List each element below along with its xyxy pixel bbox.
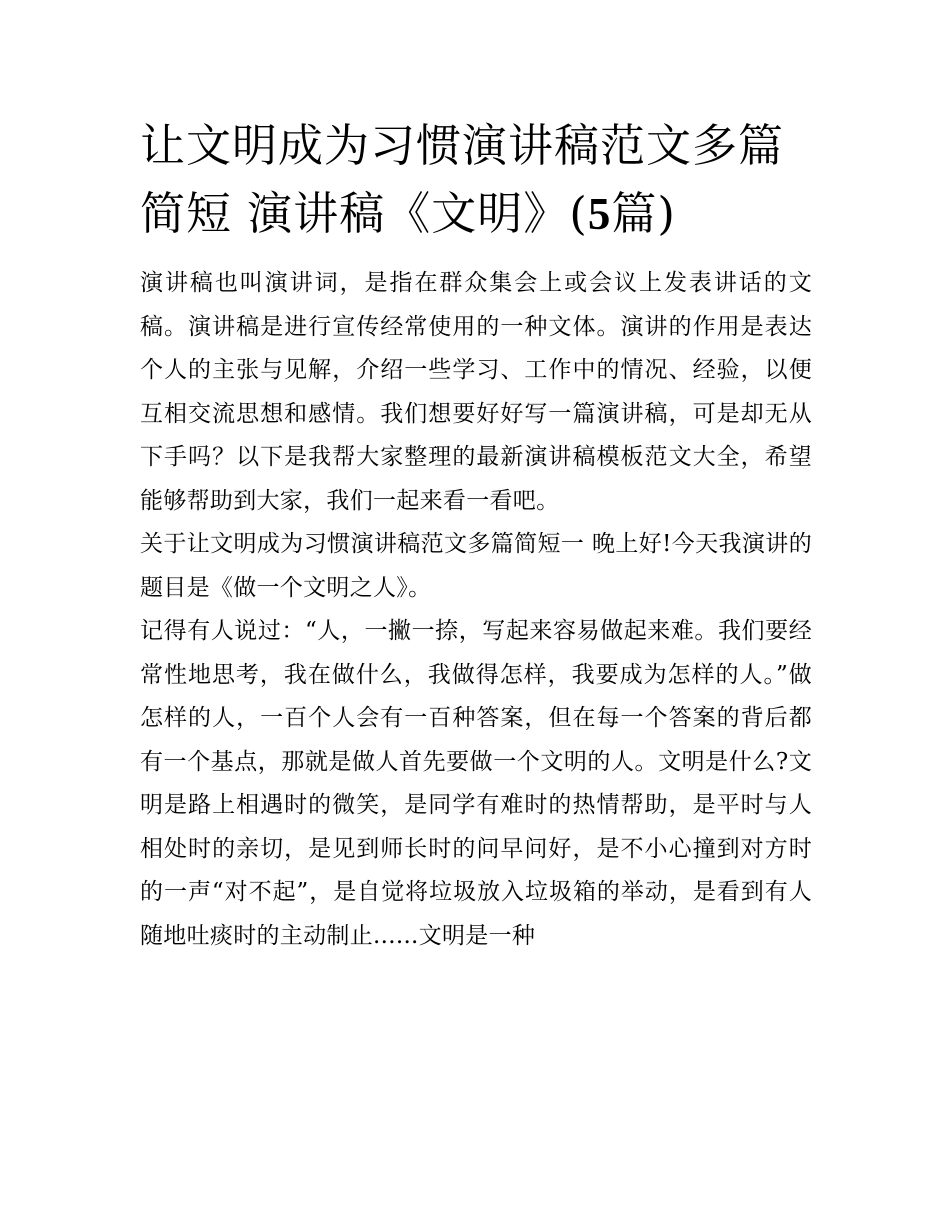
title-main-text: 让文明成为习惯演讲稿范文多篇简短 演讲稿《文明》( <box>140 119 785 240</box>
intro-paragraph: 演讲稿也叫演讲词，是指在群众集会上或会议上发表讲话的文稿。演讲稿是进行宣传经常使用的一种文体。演讲的作用是表达个人的主张与见解，介绍一些学习、工作中的情况、经验，以便互相交流思想和感情。我们想要好好写一篇演讲稿，可是却无从下手吗？以下是我帮大家整理的最新演讲稿模板范文大全，希望能够帮助到大家，我们一起来看一看吧。 <box>140 270 812 514</box>
document-content <box>140 112 812 958</box>
speech-opening-paragraph: 关于让文明成为习惯演讲稿范文多篇简短一 晚上好!今天我演讲的题目是《做一个文明之人》。 <box>140 531 812 601</box>
title-number: 5 <box>587 189 612 239</box>
document-title <box>140 112 812 248</box>
speech-body-paragraph: 记得有人说过：“人，一撇一捺，写起来容易做起来难。我们要经常性地思考，我在做什么，我做得怎样，我要成为怎样的人。”做怎样的人，一百个人会有一百种答案，但在每一个答案的背后都有一个基点，那就是做人首先要做一个文明的人。文明是什么?文明是路上相遇时的微笑，是同学有难时的热情帮助，是平时与人相处时的亲切，是见到师长时的问早问好，是不小心撞到对方时的一声“对不起”，是自觉将垃圾放入垃圾箱的举动，是看到有人随地吐痰时的主动制止......文明是一种 <box>140 618 812 949</box>
document-body <box>140 262 812 958</box>
title-end-text: 篇) <box>611 187 676 240</box>
